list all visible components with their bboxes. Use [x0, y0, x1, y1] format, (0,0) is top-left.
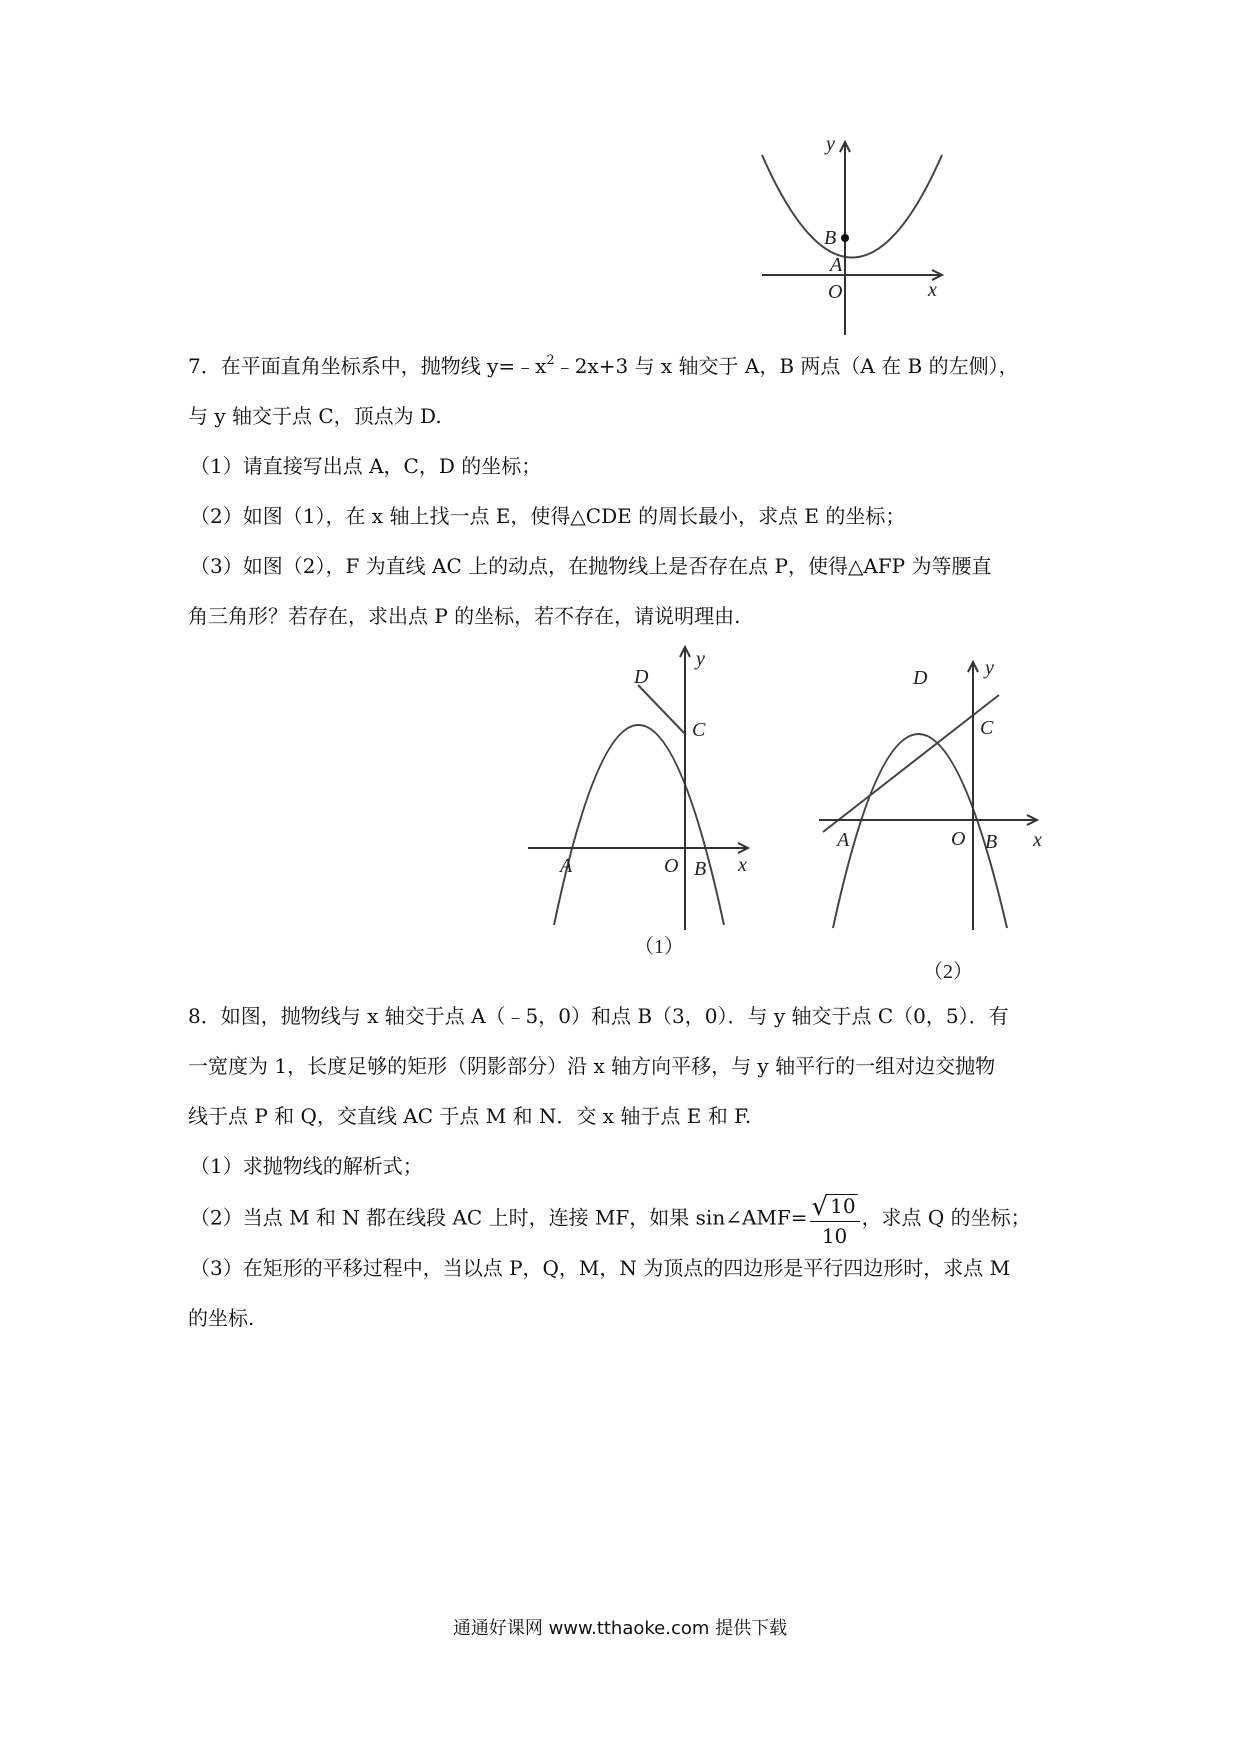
label-c: C [692, 719, 706, 741]
label-b: B [694, 858, 707, 880]
label-d: D [634, 666, 649, 688]
q8-part-1: （1）求抛物线的解析式； [190, 1154, 423, 1178]
figure-top-parabola [752, 140, 952, 340]
label-b: B [985, 831, 998, 853]
label-a: A [830, 254, 843, 276]
point-b [841, 234, 849, 242]
label-a: A [837, 829, 850, 851]
label-y: y [696, 648, 705, 670]
q7-part-2: （2）如图（1），在 x 轴上找一点 E，使得△CDE 的周长最小，求点 E 的坐标； [190, 504, 906, 528]
label-o: O [664, 855, 679, 877]
q8-intro-line-3: 线于点 P 和 Q，交直线 AC 于点 M 和 N．交 x 轴于点 E 和 F. [188, 1104, 752, 1128]
q7-intro-line-1: 7．在平面直角坐标系中，抛物线 $y=﹣x^2﹣2x+3$ 与 x 轴交于 A，B 两点（A 在 B 的左侧）， [188, 353, 1019, 378]
sin-fraction: $\frac{√ 10}{10}$ [810, 1192, 860, 1246]
q7-part-1: （1）请直接写出点 A，C，D 的坐标； [190, 454, 542, 478]
page-footer: 通通好课网 www.tthaoke.com 提供下载 [452, 1618, 788, 1639]
label-y: y [826, 140, 835, 155]
label-b: B [824, 227, 837, 249]
q7-intro-line-2: 与 y 轴交于点 C，顶点为 D. [188, 404, 442, 428]
figure-2-caption: （2） [923, 961, 973, 983]
q7-part-3-line-1: （3）如图（2），F 为直线 AC 上的动点，在抛物线上是否存在点 P，使得△AFP 为等腰直 [190, 554, 992, 578]
label-o: O [828, 281, 843, 303]
q8-part-3-line-1: （3）在矩形的平移过程中，当以点 P，Q，M，N 为顶点的四边形是平行四边形时，求点 M [190, 1256, 1011, 1280]
q8-intro-line-2: 一宽度为 1，长度足够的矩形（阴影部分）沿 x 轴方向平移，与 y 轴平行的一组对边交抛物 [188, 1054, 996, 1078]
figure-2 [815, 660, 1075, 990]
figure-1-caption: （1） [634, 936, 684, 958]
segment-dc [638, 685, 686, 735]
label-c: C [980, 717, 994, 739]
label-x: x [928, 279, 937, 301]
label-o: O [951, 828, 966, 850]
label-x: x [1033, 829, 1042, 851]
parabola-curve [554, 725, 724, 925]
parabola-curve [833, 734, 1007, 928]
parabola-curve [762, 155, 942, 258]
sqrt-symbol: √ 10 [811, 1192, 856, 1222]
label-a: A [560, 855, 573, 877]
figure-1 [526, 645, 786, 965]
q8-part-3-line-2: 的坐标. [188, 1306, 255, 1330]
q7-part-3-line-2: 角三角形？若存在，求出点 P 的坐标，若不存在，请说明理由. [188, 604, 741, 628]
q8-part-2: （2）当点 M 和 N 都在线段 AC 上时，连接 MF，如果 sin∠AMF= $\frac{√ 10}{10}$ ，求点 Q 的坐标； [190, 1192, 1031, 1248]
q8-intro-line-1: 8．如图，抛物线与 x 轴交于点 A（﹣5，0）和点 B（3，0）．与 y 轴交于点 C（0，5）．有 [188, 1004, 1009, 1028]
label-y: y [985, 660, 994, 679]
label-d: D [913, 667, 928, 689]
label-x: x [738, 854, 747, 876]
